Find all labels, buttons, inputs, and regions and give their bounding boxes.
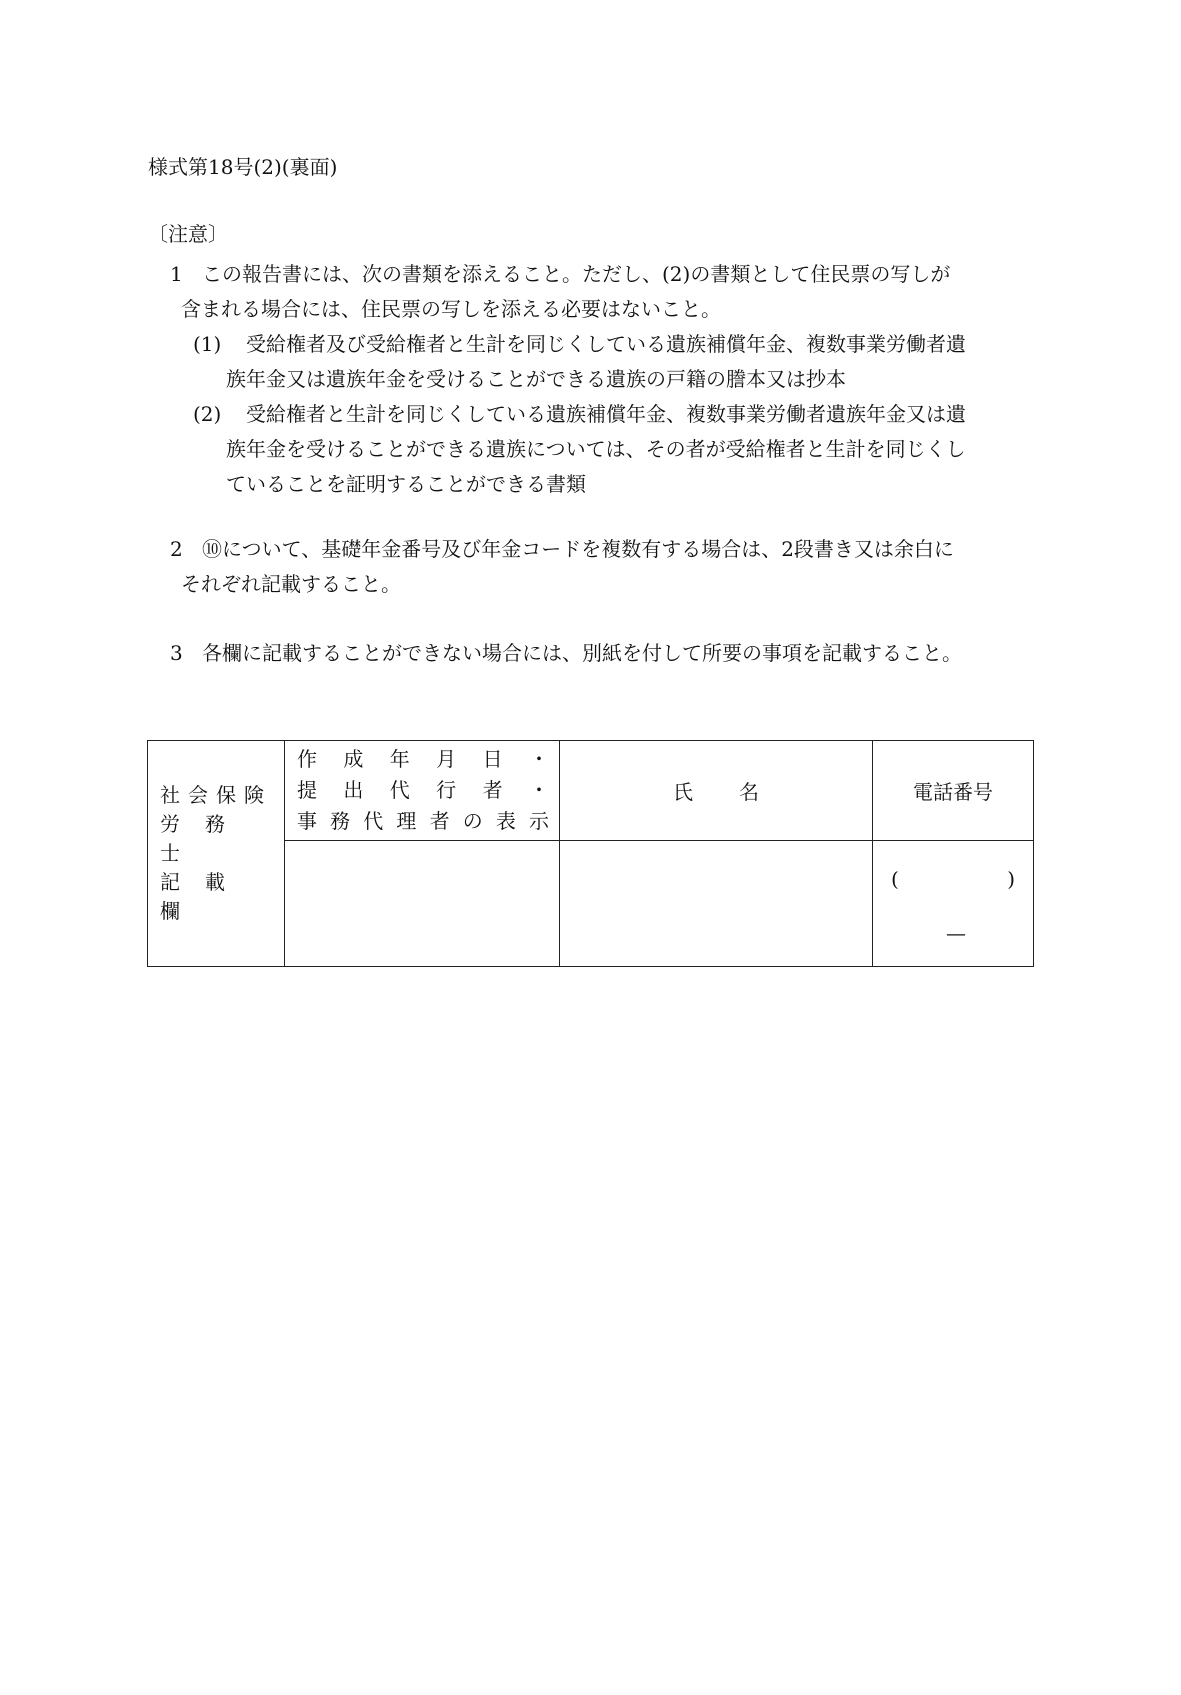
col1-header-line-1 [297,744,559,775]
date-agent-input-cell[interactable] [285,841,560,967]
note-1-item-2-line-2: 族年金を受けることができる遺族については、その者が受給権者と生計を同じくし [226,437,966,461]
col-header-name [560,741,873,841]
note-1-text-1: この報告書には、次の書類を添えること。ただし、(2)の書類として住民票の写しが [202,262,951,286]
note-2-line-1 [170,532,954,567]
col1-h3-c6: 表 [495,809,516,833]
col1-h1-c0: 作 [297,747,317,771]
note-1-line-2: 含まれる場合には、住民票の写しを添える必要はないこと。 [181,297,721,321]
col1-h2-c4: 者 [482,778,503,802]
col1-header-line-2 [297,775,559,806]
col1-h2-c0: 提 [297,778,317,802]
col1-h1-c5: ・ [528,747,549,771]
col-header-phone: 電話番号 [873,741,1034,841]
col1-h3-c2: 代 [363,809,384,833]
phone-paren-close: ) [1007,867,1015,891]
note-1-item-1-line-2: 族年金又は遺族年金を受けることができる遺族の戸籍の謄本又は抄本 [226,367,846,391]
note-3-text-1: 各欄に記載することができない場合には、別紙を付して所要の事項を記載すること。 [202,641,962,665]
col1-h3-c5: の [462,809,483,833]
note-1-item-1-number: (1) [193,332,222,356]
note-1-line-1 [170,257,950,292]
col2-header-char-2: 名 [739,780,759,804]
col1-h2-c5: ・ [528,778,549,802]
note-2-line-2: それぞれ記載すること。 [181,572,401,596]
note-3-line-1 [170,636,962,671]
entry-table [147,740,1034,967]
note-1-item-2-text-1: 受給権者と生計を同じくしている遺族補償年金、複数事業労働者遺族年金又は遺 [246,402,966,426]
note-2-text-1: ⑩について、基礎年金番号及び年金コードを複数有する場合は、2段書き又は余白に [202,537,954,561]
row-label-text-1: 社会保険 [160,783,272,807]
col1-h2-c3: 行 [436,778,457,802]
note-1-item-2-line-3: ていることを証明することができる書類 [226,472,586,496]
note-1-item-2-number: (2) [193,402,222,426]
row-label-line-1 [160,781,276,810]
col1-h1-c3: 月 [436,747,457,771]
phone-paren-open: ( [891,867,899,891]
name-input-cell[interactable] [560,841,873,967]
col1-h2-c1: 出 [343,778,364,802]
col1-h3-c3: 理 [396,809,417,833]
col1-h2-c2: 代 [389,778,410,802]
col-header-date-agent [285,741,560,841]
note-1-item-1-line-1 [193,327,966,362]
sharoushi-entry-table [147,740,1033,966]
col1-h3-c0: 事 [297,809,317,833]
form-title: 様式第18号(2)(裏面) [148,155,338,179]
phone-dash: — [946,921,966,945]
col1-h1-c2: 年 [389,747,410,771]
note-2-number: 2 [170,537,183,561]
col1-h1-c4: 日 [482,747,503,771]
col2-header-char-1: 氏 [673,780,693,804]
note-3-number: 3 [170,641,183,665]
note-1-item-1-text-1: 受給権者及び受給権者と生計を同じくしている遺族補償年金、複数事業労働者遺 [246,332,966,356]
phone-input-cell[interactable] [873,841,1034,967]
col1-h1-c1: 成 [343,747,364,771]
col1-h3-c7: 示 [528,809,549,833]
col1-header-line-3 [297,806,559,837]
col1-h3-c1: 務 [330,809,351,833]
row-label-cell [148,741,285,967]
notes-heading: 〔注意〕 [148,222,228,246]
col1-h3-c4: 者 [429,809,450,833]
note-1-number: 1 [170,262,183,286]
note-1-item-2-line-1 [193,397,966,432]
row-label-line-2: 労務士 [160,812,250,865]
row-label-line-3: 記載欄 [160,870,250,923]
